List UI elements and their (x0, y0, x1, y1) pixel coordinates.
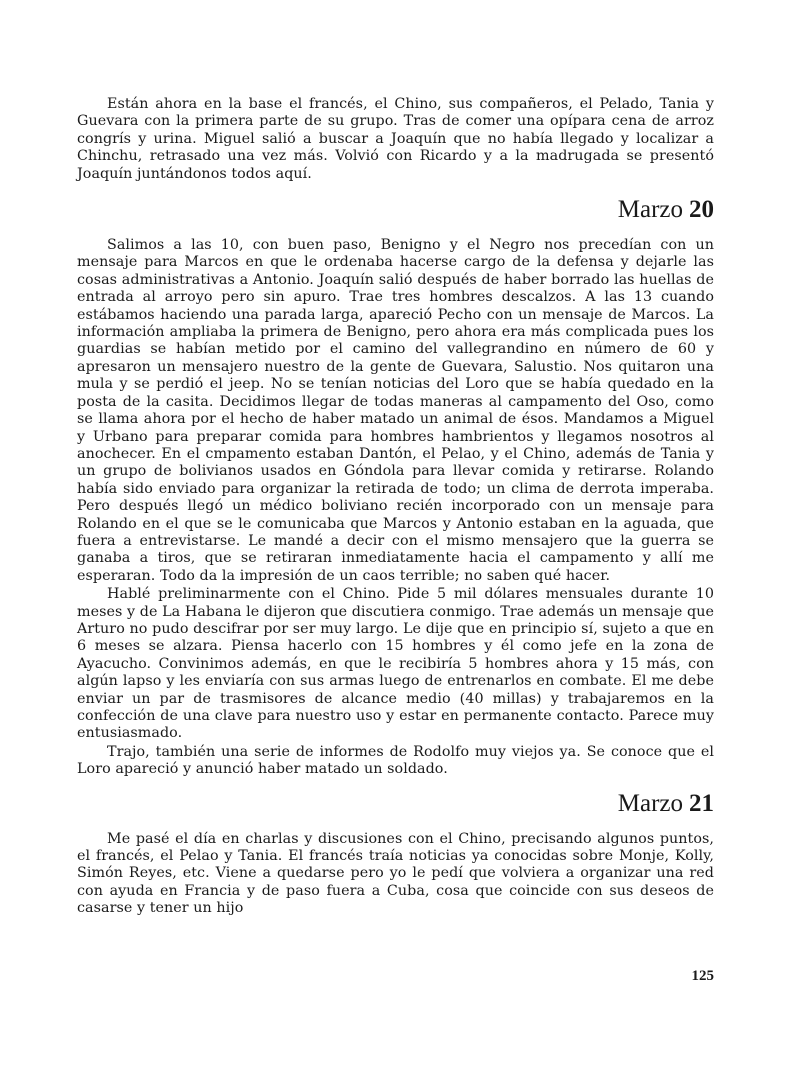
page-number: 125 (691, 968, 714, 984)
entry-day: 20 (689, 196, 714, 224)
entry-date-marzo-21 (77, 791, 714, 817)
diary-page (77, 96, 714, 918)
entry-month: Marzo (617, 789, 683, 817)
marzo-20-paragraph-1: Salimos a las 10, con buen paso, Benigno y el Negro nos precedían con un mensaje para Marcos en que le ordenaba hacerse cargo de la defensa y dejarle las cosas administrativas a Antonio. Joaquín salió después de haber borrado las huellas de entrada al arroyo pero sin apuro. Trae tres hombres descalzos. A las 13 cuando estábamos haciendo una parada larga, apareció Pecho con un mensaje de Marcos. La información ampliaba la primera de Benigno, pero ahora era más complicada pues los guardias se habían metido por el camino del vallegrandino en número de 60 y apresaron un mensajero nuestro de la gente de Guevara, Salustio. Nos quitaron una mula y se perdió el jeep. No se tenían noticias del Loro que se había quedado en la posta de la casita. Decidimos llegar de todas maneras al campamento del Oso, como se llama ahora por el hecho de haber matado un animal de ésos. Mandamos a Miguel y Urbano para preparar comida para hombres hambrientos y llegamos nosotros al anochecer. En el cmpamento estaban Dantón, el Pelao, y el Chino, además de Tania y un grupo de bolivianos usados en Góndola para llevar comida y retirarse. Rolando había sido enviado para organizar la retirada de todo; un clima de derrota imperaba. Pero después llegó un médico boliviano recién incorporado con un mensaje para Rolando en el que se le comunicaba que Marcos y Antonio estaban en la aguada, que fuera a entrevistarse. Le mandé a decir con el mismo mensajero que la guerra se ganaba a tiros, que se retiraran inmediatamente hacia el campamento y allí me esperaran. Todo da la impresión de un caos terrible; no saben qué hacer. (77, 237, 714, 584)
entry-date-marzo-20 (77, 197, 714, 223)
entry-day: 21 (689, 789, 714, 817)
marzo-21-paragraph-1: Me pasé el día en charlas y discusiones con el Chino, precisando algunos puntos, el francés, el Pelao y Tania. El francés traía noticias ya conocidas sobre Monje, Kolly, Simón Reyes, etc. Viene a quedarse pero yo le pedí que volviera a organizar una red con ayuda en Francia y de paso fuera a Cuba, cosa que coincide con sus deseos de casarse y tener un hijo (77, 830, 714, 917)
entry-month: Marzo (617, 196, 683, 224)
marzo-20-paragraph-2: Hablé preliminarmente con el Chino. Pide 5 mil dólares mensuales durante 10 meses y de La Habana le dijeron que discutiera conmigo. Trae además un mensaje que Arturo no pudo descifrar por ser muy largo. Le dije que en principio sí, sujeto a que en 6 meses se alzara. Piensa hacerlo con 15 hombres y él como jefe en la zona de Ayacucho. Convinimos además, en que le recibiría 5 hombres ahora y 15 más, con algún lapso y les enviaría con sus armas luego de entrenarlos en combate. El me debe enviar un par de trasmisores de alcance medio (40 millas) y trabajaremos en la confección de una clave para nuestro uso y estar en permanente contacto. Parece muy entusiasmado. (77, 586, 714, 742)
marzo-20-paragraph-3: Trajo, también una serie de informes de Rodolfo muy viejos ya. Se conoce que el Loro apareció y anunció haber matado un soldado. (77, 743, 714, 778)
intro-paragraph: Están ahora en la base el francés, el Chino, sus compañeros, el Pelado, Tania y Guevara con la primera parte de su grupo. Tras de comer una opípara cena de arroz congrís y urina. Miguel salió a buscar a Joaquín que no había llegado y localizar a Chinchu, retrasado una vez más. Volvió con Ricardo y a la madrugada se presentó Joaquín juntándonos todos aquí. (77, 96, 714, 182)
